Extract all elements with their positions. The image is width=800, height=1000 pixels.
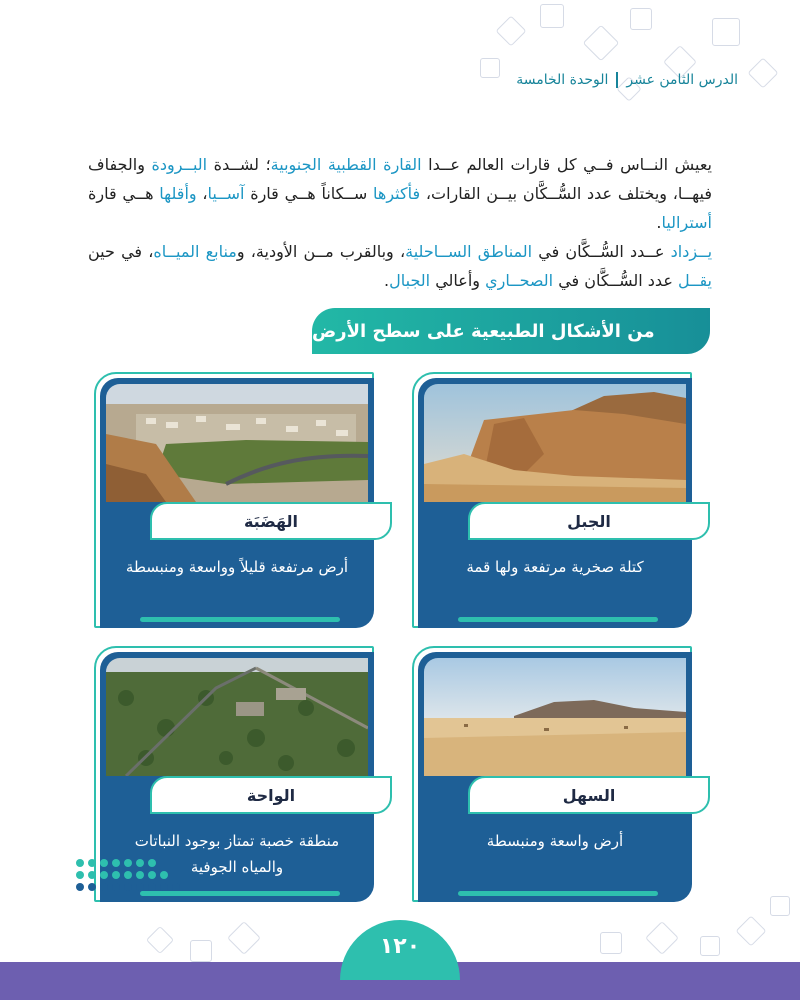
card-bottom-strip — [140, 617, 340, 622]
highlight-term: الصحــاري — [485, 271, 554, 290]
card-plain — [418, 652, 698, 908]
plateau-label: الهَضَبَة — [150, 502, 392, 540]
highlight-term: وأقلها — [159, 184, 197, 203]
card-plateau — [100, 378, 380, 634]
dotted-logo-decoration — [74, 855, 194, 895]
unit-title: الوحدة الخامسة — [516, 72, 609, 88]
plain-photo — [424, 658, 686, 776]
highlight-term: القارة القطبية الجنوبية — [270, 155, 422, 174]
lesson-title: الدرس الثامن عشر — [626, 72, 738, 88]
card-bottom-strip — [458, 617, 658, 622]
page-number-tab — [340, 920, 460, 980]
lesson-text — [88, 150, 712, 295]
highlight-term: البــرودة — [151, 155, 208, 174]
highlight-term: فأكثرها — [373, 184, 421, 203]
plateau-photo — [106, 384, 368, 502]
plain-label: السهل — [468, 776, 710, 814]
card-bottom-strip — [458, 891, 658, 896]
oasis-label: الواحة — [150, 776, 392, 814]
oasis-description: منطقة خصبة تمتاز بوجود النباتات والمياه الجوفية — [134, 832, 340, 876]
page-header — [516, 72, 738, 88]
highlight-term: منابع الميــاه — [153, 242, 237, 261]
highlight-term: يــزداد — [670, 242, 713, 261]
paragraph-1: يعيش النــاس فــي كل قارات العالم عــدا القارة القطبية الجنوبية؛ لشــدة البــرودة والجفاف فيهــا، ويختلف عدد السُّــكَّان بيــن القارات، فأكثرها ســكاناً هــي قارة آســيا، وأقلها هــي قارة أستراليا. — [88, 155, 713, 232]
header-separator — [616, 72, 618, 88]
highlight-term: المناطق الســاحلية — [405, 242, 533, 261]
highlight-term: يقــل — [677, 271, 712, 290]
mountain-description: كتلة صخرية مرتفعة ولها قمة — [466, 558, 644, 576]
mountain-photo — [424, 384, 686, 502]
page-number: ١٢٠ — [379, 934, 421, 959]
plain-description: أرض واسعة ومنبسطة — [486, 832, 624, 850]
section-banner — [312, 308, 710, 354]
mountain-label: الجبل — [468, 502, 710, 540]
paragraph-2: يــزداد عــدد السُّــكَّان في المناطق الســاحلية، وبالقرب مــن الأودية، ومنابع الميــاه، في حين يقــل عدد السُّــكَّان في الصحــاري وأعالي الجبال. — [88, 242, 713, 290]
highlight-term: الجبال — [389, 271, 431, 290]
card-mountain — [418, 378, 698, 634]
plateau-description: أرض مرتفعة قليلاً وواسعة ومنبسطة — [125, 558, 349, 576]
highlight-term: أستراليا — [661, 213, 712, 232]
section-title: من الأشكال الطبيعية على سطح الأرض — [312, 320, 655, 342]
oasis-photo — [106, 658, 368, 776]
highlight-term: آســيا — [207, 184, 245, 203]
